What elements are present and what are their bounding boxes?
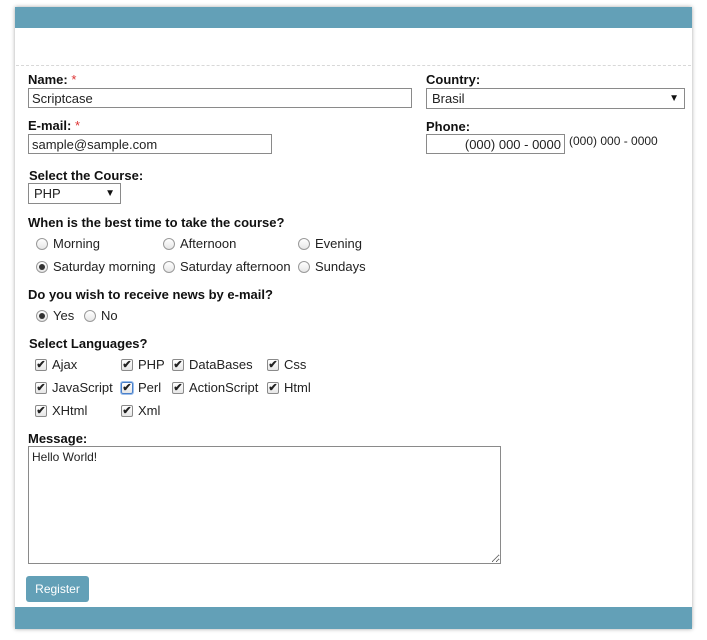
radio-news-no[interactable] bbox=[84, 308, 118, 323]
checkbox-label: PHP bbox=[138, 357, 165, 372]
checkbox-actionscript[interactable] bbox=[172, 380, 258, 395]
checkbox-label: ActionScript bbox=[189, 380, 259, 395]
checkbox-label: JavaScript bbox=[52, 380, 113, 395]
checkbox-ajax[interactable] bbox=[35, 357, 77, 372]
phone-format-hint: (000) 000 - 0000 bbox=[569, 134, 658, 148]
checkbox-label: XHtml bbox=[52, 403, 88, 418]
email-required-mark: * bbox=[74, 118, 81, 133]
radio-button-selected[interactable] bbox=[36, 310, 48, 322]
email-label bbox=[28, 118, 80, 133]
course-select[interactable] bbox=[28, 183, 121, 204]
checkmark-icon[interactable]: ✔ bbox=[122, 404, 132, 417]
checkbox-databases[interactable] bbox=[172, 357, 253, 372]
name-required-mark: * bbox=[71, 72, 77, 87]
time-label: When is the best time to take the course? bbox=[28, 215, 285, 230]
checkbox-xhtml[interactable] bbox=[35, 403, 87, 418]
radio-sundays[interactable] bbox=[298, 259, 366, 274]
radio-label: Saturday afternoon bbox=[180, 259, 291, 274]
message-label: Message: bbox=[28, 431, 88, 446]
checkbox-css[interactable] bbox=[267, 357, 306, 372]
radio-afternoon[interactable] bbox=[163, 236, 236, 251]
name-input[interactable] bbox=[28, 88, 412, 108]
country-label: Country: bbox=[426, 72, 481, 87]
checkmark-icon[interactable]: ✔ bbox=[36, 381, 46, 394]
checkmark-icon[interactable]: ✔ bbox=[122, 381, 132, 394]
radio-label: Sundays bbox=[315, 259, 366, 274]
checkbox-label: Ajax bbox=[52, 357, 78, 372]
radio-news-yes[interactable] bbox=[36, 308, 74, 323]
radio-button[interactable] bbox=[163, 238, 175, 250]
phone-label: Phone: bbox=[426, 119, 471, 134]
radio-label: Yes bbox=[53, 308, 75, 323]
country-select-value: Brasil bbox=[432, 91, 465, 106]
radio-label: Evening bbox=[315, 236, 362, 251]
radio-morning[interactable] bbox=[36, 236, 100, 251]
checkbox-label: Css bbox=[284, 357, 307, 372]
country-select[interactable] bbox=[426, 88, 685, 109]
checkmark-icon[interactable]: ✔ bbox=[122, 358, 132, 371]
dropdown-arrow-icon: ▼ bbox=[669, 93, 679, 104]
radio-button[interactable] bbox=[163, 261, 175, 273]
checkbox-javascript[interactable] bbox=[35, 380, 113, 395]
message-textarea[interactable] bbox=[28, 446, 501, 564]
register-button[interactable]: Register bbox=[26, 576, 89, 602]
checkbox-html[interactable] bbox=[267, 380, 311, 395]
checkbox-label: Xml bbox=[138, 403, 161, 418]
checkbox-xml[interactable] bbox=[121, 403, 160, 418]
checkmark-icon[interactable]: ✔ bbox=[268, 358, 278, 371]
radio-button[interactable] bbox=[298, 261, 310, 273]
checkbox-php[interactable] bbox=[121, 357, 165, 372]
checkmark-icon[interactable]: ✔ bbox=[36, 358, 46, 371]
radio-saturday-afternoon[interactable] bbox=[163, 259, 291, 274]
radio-button[interactable] bbox=[298, 238, 310, 250]
checkbox-label: Perl bbox=[138, 380, 162, 395]
course-select-value: PHP bbox=[34, 186, 61, 201]
course-label: Select the Course: bbox=[29, 168, 144, 183]
radio-button[interactable] bbox=[84, 310, 96, 322]
email-label-text: E-mail: bbox=[28, 118, 72, 133]
news-label: Do you wish to receive news by e-mail? bbox=[28, 287, 273, 302]
checkmark-icon[interactable]: ✔ bbox=[36, 404, 46, 417]
radio-button-selected[interactable] bbox=[36, 261, 48, 273]
checkbox-label: DataBases bbox=[189, 357, 253, 372]
email-input[interactable] bbox=[28, 134, 272, 154]
radio-button[interactable] bbox=[36, 238, 48, 250]
checkmark-icon[interactable]: ✔ bbox=[173, 381, 183, 394]
radio-evening[interactable] bbox=[298, 236, 362, 251]
checkbox-perl[interactable] bbox=[121, 380, 161, 395]
name-label bbox=[28, 72, 76, 87]
header-bar bbox=[15, 7, 692, 28]
phone-input[interactable] bbox=[426, 134, 565, 154]
checkbox-label: Html bbox=[284, 380, 311, 395]
name-label-text: Name: bbox=[28, 72, 68, 87]
checkmark-icon[interactable]: ✔ bbox=[268, 381, 278, 394]
radio-label: No bbox=[101, 308, 118, 323]
radio-label: Saturday morning bbox=[53, 259, 156, 274]
dropdown-arrow-icon: ▼ bbox=[105, 188, 115, 199]
footer-bar bbox=[15, 607, 692, 629]
header-divider bbox=[16, 65, 691, 66]
languages-label: Select Languages? bbox=[29, 336, 148, 351]
radio-label: Afternoon bbox=[180, 236, 237, 251]
checkmark-icon[interactable]: ✔ bbox=[173, 358, 183, 371]
radio-saturday-morning[interactable] bbox=[36, 259, 156, 274]
radio-label: Morning bbox=[53, 236, 100, 251]
